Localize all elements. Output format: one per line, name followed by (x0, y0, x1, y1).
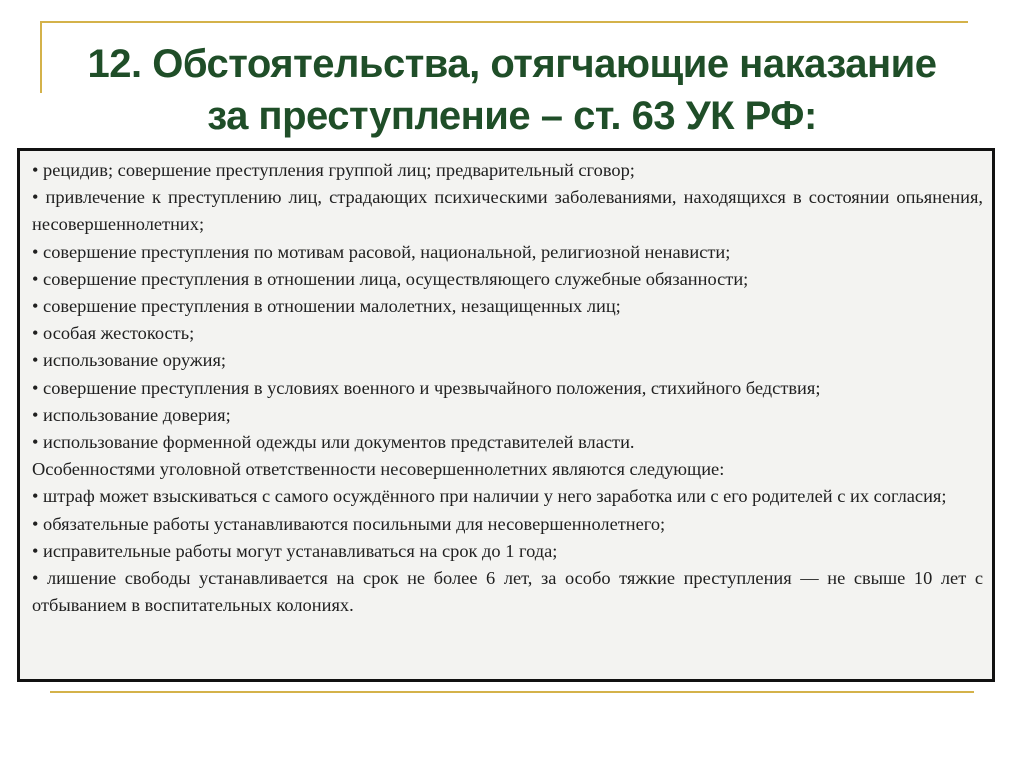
list-item: • рецидив; совершение преступления группой лиц; предварительный сговор; (32, 160, 635, 180)
list-item: • особая жестокость; (32, 323, 195, 344)
list-item: • использование оружия; (32, 350, 227, 371)
list-item: • обязательные работы устанавливаются посильными для несовершеннолетнего; (32, 513, 666, 534)
list-item: • использование форменной одежды или документов представителей власти. (32, 432, 635, 453)
slide-title (50, 38, 974, 142)
bottom-accent-rule (50, 691, 974, 693)
left-accent-rule (40, 21, 42, 93)
list-item: • штраф может взыскиваться с самого осуждённого при наличии у него заработка или с его родителей с их согласия; (32, 486, 947, 507)
list-item: • совершение преступления в отношении малолетних, незащищенных лиц; (32, 296, 621, 317)
content-box (17, 148, 995, 682)
list-item: • привлечение к преступлению лиц, страдающих психическими заболеваниями, находящихся в состоянии опьянения, несовершеннолетних; (32, 187, 983, 235)
slide-title-line-2: за преступление – ст. 63 УК РФ: (207, 94, 817, 138)
top-accent-rule (40, 21, 968, 23)
list-item: • использование доверия; (32, 404, 231, 425)
list-item: • совершение преступления в отношении лица, осуществляющего служебные обязанности; (32, 268, 749, 289)
list-item: • совершение преступления в условиях военного и чрезвычайного положения, стихийного бедствия; (32, 377, 821, 398)
list-item: • совершение преступления по мотивам расовой, национальной, религиозной ненависти; (32, 241, 731, 262)
section-heading: Особенностями уголовной ответственности несовершеннолетних являются следующие: (32, 459, 725, 480)
list-item: • исправительные работы могут устанавливаться на срок до 1 года; (32, 540, 558, 561)
list-item: • лишение свободы устанавливается на срок не более 6 лет, за особо тяжкие преступления — не свыше 10 лет с отбыванием в воспитательных колониях. (32, 568, 983, 616)
slide-title-line-1: 12. Обстоятельства, отягчающие наказание (87, 42, 937, 86)
